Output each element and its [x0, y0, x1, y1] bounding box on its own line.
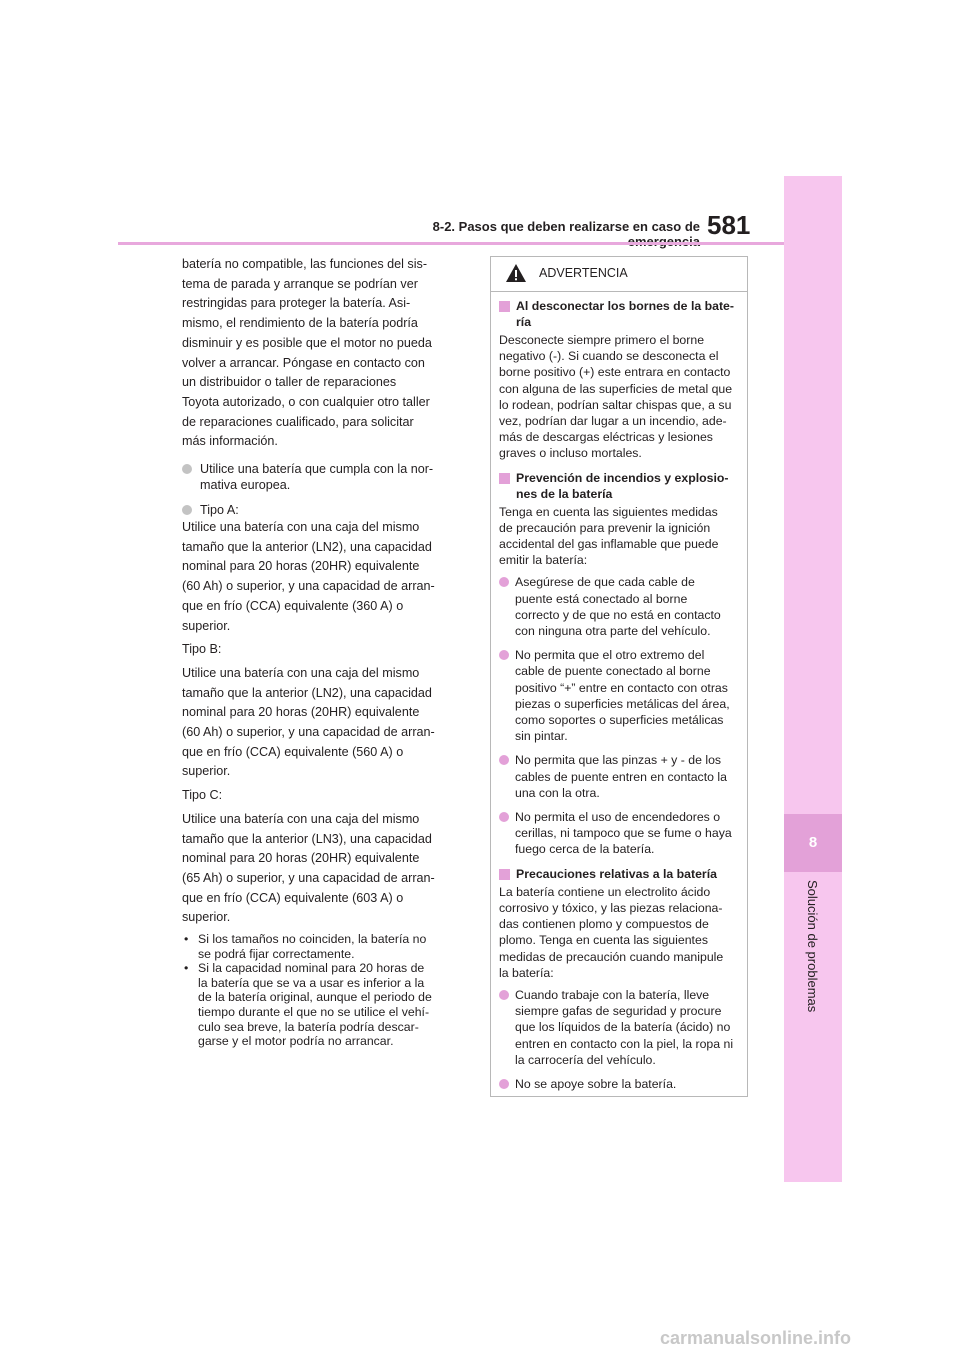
sub-bullet-mark: •: [184, 932, 189, 947]
type-a-text: [182, 518, 466, 636]
warning-body: [491, 292, 747, 1092]
bullet-dot-icon: [499, 755, 509, 765]
text-line: Utilice una batería que cumpla con la nor-: [200, 462, 434, 477]
bullet-dot-icon: [499, 650, 509, 660]
text-line: un distribuidor o taller de reparaciones: [182, 375, 397, 390]
text-line: garse y el motor podría no arrancar.: [198, 1034, 394, 1049]
bullet-item: [182, 502, 466, 518]
text-line: accidental del gas inflamable que puede: [499, 537, 719, 552]
text-line: Si los tamaños no coinciden, la batería no: [198, 932, 427, 947]
text-line: borne positivo (+) este entrara en contacto: [499, 365, 731, 380]
text-line: plomo. Tenga en cuenta las siguientes: [499, 933, 708, 948]
text-line: No permita que el otro extremo del: [515, 648, 705, 663]
text-line: tiempo durante el que no se utilice el vehí-: [198, 1005, 430, 1020]
text-line: que en frío (CCA) equivalente (603 A) o: [182, 890, 404, 905]
text-line: lo rodean, podrían saltar chispas que, a su: [499, 397, 732, 412]
text-line: más de descargas eléctricas y lesiones: [499, 430, 713, 445]
square-bullet-icon: [499, 301, 510, 312]
text-line: Asegúrese de que cada cable de: [515, 575, 695, 590]
text-line: piezas o superficies metálicas del área,: [515, 696, 730, 711]
text-line: La batería contiene un electrolito ácido: [499, 884, 711, 899]
text-line: negativo (-). Si cuando se desconecta el: [499, 349, 719, 364]
warning-bullet: [499, 1076, 740, 1092]
warning-section-heading: [499, 470, 740, 502]
text-line: tema de parada y arranque se podrían ver: [182, 276, 418, 291]
text-line: nominal para 20 horas (20HR) equivalente: [182, 705, 420, 720]
text-line: una con la otra.: [515, 785, 600, 800]
warning-section-heading: [499, 866, 740, 882]
text-line: Utilice una batería con una caja del mismo: [182, 811, 420, 826]
text-line: Utilice una batería con una caja del mismo: [182, 665, 420, 680]
text-line: No se apoye sobre la batería.: [515, 1076, 677, 1091]
text-line: con ninguna otra parte del vehículo.: [515, 624, 711, 639]
text-line: mismo, el rendimiento de la batería podría: [182, 316, 418, 331]
text-line: puente está conectado al borne: [515, 591, 688, 606]
text-line: cable de puente conectado al borne: [515, 664, 711, 679]
text-line: Si la capacidad nominal para 20 horas de: [198, 961, 425, 976]
bullet-dot-icon: [182, 505, 192, 515]
warning-bullet: [499, 809, 740, 858]
text-line: entren en contacto con la piel, la ropa ni: [515, 1036, 734, 1051]
sub-note: [182, 932, 466, 961]
text-line: Desconecte siempre primero el borne: [499, 333, 705, 347]
text-line: superior.: [182, 618, 231, 633]
text-line: emitir la batería:: [499, 553, 588, 568]
text-line: siempre gafas de seguridad y procure: [515, 1004, 722, 1019]
text-line: de precaución para prevenir la ignición: [499, 520, 711, 535]
text-line: medidas de precaución cuando manipule: [499, 949, 724, 964]
text-line: se podrá fijar correctamente.: [198, 946, 355, 961]
warning-section-heading: [499, 298, 740, 330]
text-line: No permita que las pinzas + y - de los: [515, 753, 722, 768]
bullet-dot-icon: [499, 577, 509, 587]
text-line: das contienen plomo y compuestos de: [499, 917, 709, 932]
text-line: ría: [516, 315, 532, 329]
text-line: positivo “+” entre en contacto con otras: [515, 680, 728, 695]
text-line: tamaño que la anterior (LN3), una capacidad: [182, 831, 432, 846]
sub-note: [182, 961, 466, 1049]
text-line: nes de la batería: [516, 486, 613, 501]
text-line: con alguna de las superficies de metal que: [499, 381, 733, 396]
warning-section-text: [499, 884, 740, 981]
type-c-text: [182, 810, 466, 928]
text-line: Cuando trabaje con la batería, lleve: [515, 987, 710, 1002]
text-line: (65 Ah) o superior, y una capacidad de arran-: [182, 870, 435, 885]
type-c-title: Tipo C:: [182, 788, 223, 803]
text-line: (60 Ah) o superior, y una capacidad de arran-: [182, 725, 435, 740]
text-line: Tenga en cuenta las siguientes medidas: [499, 504, 718, 519]
section-title: 8-2. Pasos que deben realizarse en caso de: [432, 219, 700, 234]
header-rule: [118, 242, 784, 245]
text-line: la carrocería del vehículo.: [515, 1052, 656, 1067]
text-line: que en frío (CCA) equivalente (360 A) o: [182, 598, 404, 613]
text-line: restringidas para proteger la batería. Asi-: [182, 296, 411, 311]
text-line: como soportes o superficies metálicas: [515, 713, 724, 728]
warning-section-text: [499, 332, 740, 462]
text-line: mativa europea.: [200, 478, 291, 493]
text-line: corrosivo y tóxico, y las piezas relaciona-: [499, 900, 723, 915]
type-b-text: [182, 664, 466, 782]
warning-bullet: [499, 574, 740, 639]
text-line: Al desconectar los bornes de la bate-: [516, 299, 734, 313]
text-line: No permita el uso de encendedores o: [515, 810, 721, 825]
text-line: graves o incluso mortales.: [499, 446, 642, 461]
text-line: superior.: [182, 910, 231, 925]
warning-bullet: [499, 752, 740, 801]
text-line: que en frío (CCA) equivalente (560 A) o: [182, 744, 404, 759]
text-line: la batería que se va a usar es inferior a la: [198, 975, 425, 990]
square-bullet-icon: [499, 473, 510, 484]
text-line: cerillas, ni tampoco que se fume o haya: [515, 826, 732, 841]
watermark: carmanualsonline.info: [660, 1328, 852, 1348]
chapter-label: Solución de problemas: [805, 880, 820, 1013]
type-b-title: Tipo B:: [182, 642, 222, 657]
text-line: vez, podrían dar lugar a un incendio, ade-: [499, 414, 727, 429]
text-line: (60 Ah) o superior, y una capacidad de arran-: [182, 579, 435, 594]
text-line: tamaño que la anterior (LN2), una capacidad: [182, 539, 432, 554]
text-line: culo sea breve, la batería podría descar-: [198, 1019, 419, 1034]
text-line: volver a arrancar. Póngase en contacto con: [182, 355, 425, 370]
warning-title: ADVERTENCIA: [539, 266, 628, 280]
text-line: nominal para 20 horas (20HR) equivalente: [182, 559, 420, 574]
text-line: batería no compatible, las funciones del sis-: [182, 257, 428, 271]
bullet-item: [182, 461, 466, 493]
text-line: tamaño que la anterior (LN2), una capacidad: [182, 685, 432, 700]
text-line: de reparaciones cualificado, para solicitar: [182, 414, 414, 429]
chapter-side-tab: [784, 176, 842, 1182]
text-line: disminuir y es posible que el motor no pueda: [182, 335, 432, 350]
bullet-dot-icon: [182, 464, 192, 474]
text-line: Toyota autorizado, o con cualquier otro taller: [182, 394, 430, 409]
text-line: más información.: [182, 434, 278, 449]
intro-paragraph: [182, 255, 466, 452]
text-line: cables de puente entren en contacto la: [515, 769, 727, 784]
text-line: Precauciones relativas a la batería: [516, 866, 717, 881]
warning-header: [491, 257, 747, 292]
text-line: sin pintar.: [515, 729, 568, 744]
text-line: la batería:: [499, 965, 554, 980]
text-line: nominal para 20 horas (20HR) equivalente: [182, 851, 420, 866]
warning-bullet: [499, 647, 740, 744]
sub-bullet-mark: •: [184, 961, 189, 976]
page-number: 581: [707, 210, 751, 240]
warning-box: [490, 256, 748, 1097]
warning-bullet: [499, 987, 740, 1068]
bullet-dot-icon: [499, 990, 509, 1000]
bullet-dot-icon: [499, 812, 509, 822]
text-line: fuego cerca de la batería.: [515, 842, 655, 857]
left-column: [182, 255, 466, 1049]
text-line: Prevención de incendios y explosio-: [516, 470, 729, 485]
text-line: de la batería original, aunque el periodo de: [198, 990, 432, 1005]
square-bullet-icon: [499, 869, 510, 880]
chapter-number: 8: [808, 834, 818, 851]
bullet-dot-icon: [499, 1079, 509, 1089]
warning-section-text: [499, 504, 740, 569]
text-line: Utilice una batería con una caja del mismo: [182, 520, 420, 535]
type-a-title: Tipo A:: [200, 503, 239, 518]
text-line: que los líquidos de la batería (ácido) no: [515, 1020, 731, 1035]
text-line: superior.: [182, 764, 231, 779]
text-line: correcto y de que no está en contacto: [515, 607, 721, 622]
warning-triangle-icon: [505, 263, 527, 283]
